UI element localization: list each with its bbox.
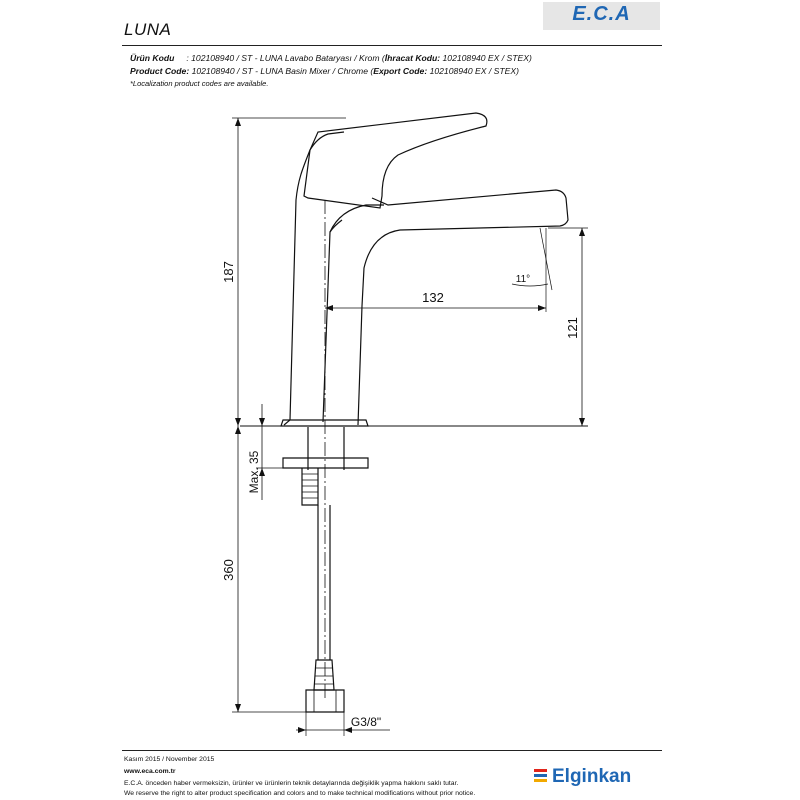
eca-logo: E.C.A (572, 3, 631, 25)
faucet-body-outline (284, 132, 344, 425)
spout-outline (358, 190, 568, 425)
export-code-label: Export Code: (373, 66, 428, 76)
faucet-front-outline (323, 205, 384, 422)
footer-website[interactable]: www.eca.com.tr (124, 768, 176, 775)
dim-132-label: 132 (422, 290, 444, 305)
hose (318, 505, 330, 660)
dim-thread-label: G3/8" (350, 715, 382, 729)
shank (308, 427, 344, 470)
localization-note: *Localization product codes are available. (130, 79, 269, 88)
dim-187-label: 187 (221, 261, 236, 283)
fixing-nut (283, 458, 368, 468)
dim-angle-label: 11° (515, 274, 531, 285)
stud-threads (302, 474, 318, 498)
dim-max35-label: Max. 35 (247, 450, 261, 494)
ihracat-kodu-value: 102108940 EX / STEX) (440, 53, 532, 63)
product-code-value: 102108940 / ST - LUNA Basin Mixer / Chrome ( (189, 66, 374, 76)
handle-outline (304, 113, 487, 208)
urun-kodu-label: Ürün Kodu (130, 53, 175, 63)
export-code-value: 102108940 EX / STEX) (427, 66, 519, 76)
ihracat-kodu-label: İhracat Kodu: (384, 53, 441, 63)
elginkan-mark-icon (534, 769, 547, 784)
dim-121-label: 121 (565, 317, 580, 339)
dim-360-label: 360 (221, 559, 236, 581)
footer-date: Kasım 2015 / November 2015 (124, 756, 215, 763)
hose-braid-lines (314, 668, 334, 684)
footer-disclaimer-tr: E.C.A. önceden haber vermeksizin, ürünler ve ürünlerin teknik detaylarında değişiklik yapma hakkını saklı tutar. (124, 780, 459, 787)
footer-disclaimer-en: We reserve the right to alter product specification and colors and to make technical modifications without prior notice. (124, 790, 476, 797)
threaded-stud (302, 468, 318, 505)
urun-kodu-value: : 102108940 / ST - LUNA Lavabo Bataryası / Krom ( (186, 53, 385, 63)
product-title: LUNA (124, 20, 172, 39)
base-plate (281, 420, 368, 426)
footer-divider (122, 750, 662, 751)
hose-braid (314, 660, 334, 690)
elginkan-logo: Elginkan (552, 766, 632, 787)
product-code-label: Product Code: (130, 66, 190, 76)
